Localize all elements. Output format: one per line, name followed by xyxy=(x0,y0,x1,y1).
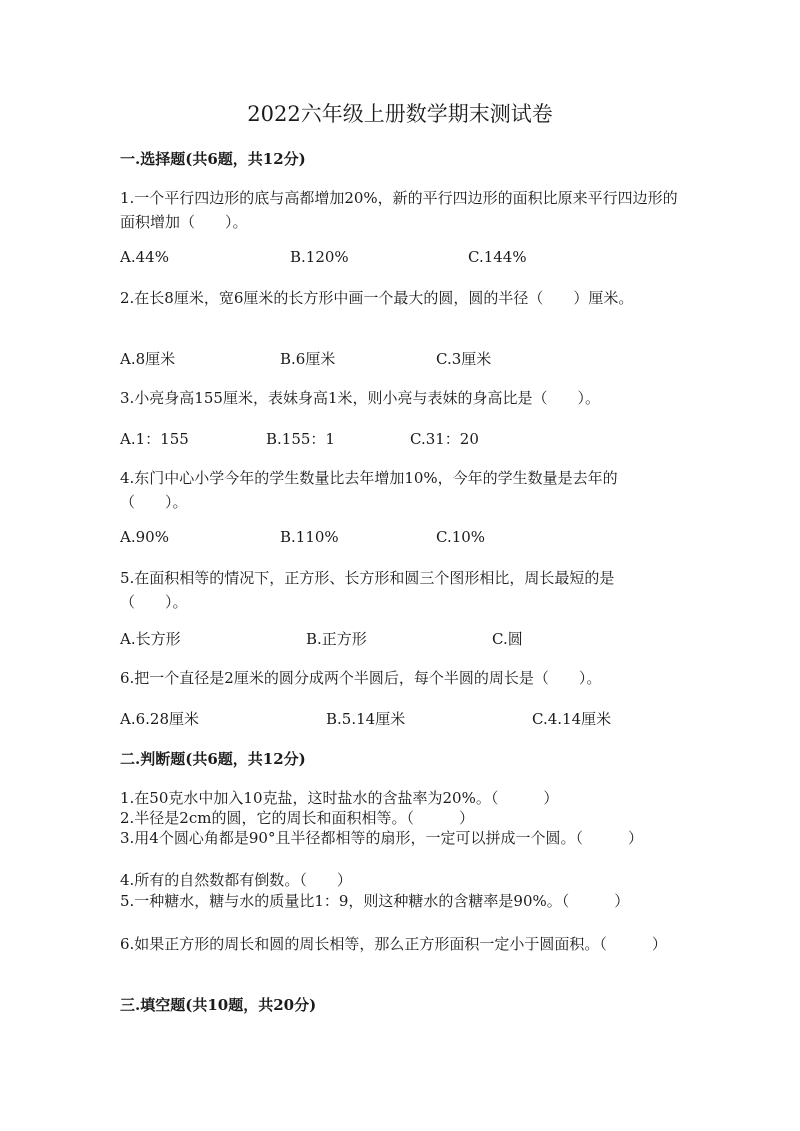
choice-option-4b: B.110% xyxy=(280,528,339,546)
choice-option-5a: A.长方形 xyxy=(120,630,181,648)
judgement-question-5: 5.一种糖水，糖与水的质量比1：9，则这种糖水的含糖率是90%。（ ） xyxy=(120,892,630,910)
choice-option-6a: A.6.28厘米 xyxy=(120,710,199,728)
choice-option-2c: C.3厘米 xyxy=(436,350,492,368)
judgement-question-3: 3.用4个圆心角都是90°且半径都相等的扇形，一定可以拼成一个圆。（ ） xyxy=(120,829,643,847)
choice-question-4: 4.东门中心小学今年的学生数量比去年增加10%，今年的学生数量是去年的（ ）。 xyxy=(120,469,618,511)
choice-question-3: 3.小亮身高155厘米，表妹身高1米，则小亮与表妹的身高比是（ ）。 xyxy=(120,389,600,407)
choice-option-3a: A.1：155 xyxy=(120,430,189,448)
choice-option-6c: C.4.14厘米 xyxy=(532,710,612,728)
judgement-question-4: 4.所有的自然数都有倒数。（ ） xyxy=(120,871,352,889)
choice-option-2b: B.6厘米 xyxy=(280,350,336,368)
section-heading-judgement: 二.判断题(共6题，共12分) xyxy=(120,750,306,768)
choice-question-1: 1.一个平行四边形的底与高都增加20%，新的平行四边形的面积比原来平行四边形的面积增加（ ）。 xyxy=(120,189,678,231)
section-heading-fill-blank: 三.填空题(共10题，共20分) xyxy=(120,996,317,1014)
choice-option-5b: B.正方形 xyxy=(306,630,367,648)
choice-option-3c: C.31：20 xyxy=(410,430,479,448)
choice-option-3b: B.155：1 xyxy=(266,430,335,448)
judgement-question-1: 1.在50克水中加入10克盐，这时盐水的含盐率为20%。（ ） xyxy=(120,789,559,807)
judgement-question-6: 6.如果正方形的周长和圆的周长相等，那么正方形面积一定小于圆面积。（ ） xyxy=(120,935,667,953)
choice-option-4a: A.90% xyxy=(120,528,169,546)
choice-option-4c: C.10% xyxy=(436,528,486,546)
section-heading-choice: 一.选择题(共6题，共12分) xyxy=(120,150,306,168)
choice-option-1a: A.44% xyxy=(120,248,169,266)
choice-option-1c: C.144% xyxy=(468,248,527,266)
choice-question-6: 6.把一个直径是2厘米的圆分成两个半圆后，每个半圆的周长是（ ）。 xyxy=(120,669,602,687)
choice-option-6b: B.5.14厘米 xyxy=(326,710,406,728)
choice-question-5: 5.在面积相等的情况下，正方形、长方形和圆三个图形相比，周长最短的是（ ）。 xyxy=(120,569,615,611)
choice-question-2: 2.在长8厘米，宽6厘米的长方形中画一个最大的圆，圆的半径（ ）厘米。 xyxy=(120,289,634,307)
judgement-question-2: 2.半径是2cm的圆，它的周长和面积相等。（ ） xyxy=(120,809,474,827)
choice-option-2a: A.8厘米 xyxy=(120,350,176,368)
choice-option-5c: C.圆 xyxy=(492,630,523,648)
choice-option-1b: B.120% xyxy=(290,248,349,266)
page-title: 2022六年级上册数学期末测试卷 xyxy=(247,102,553,126)
